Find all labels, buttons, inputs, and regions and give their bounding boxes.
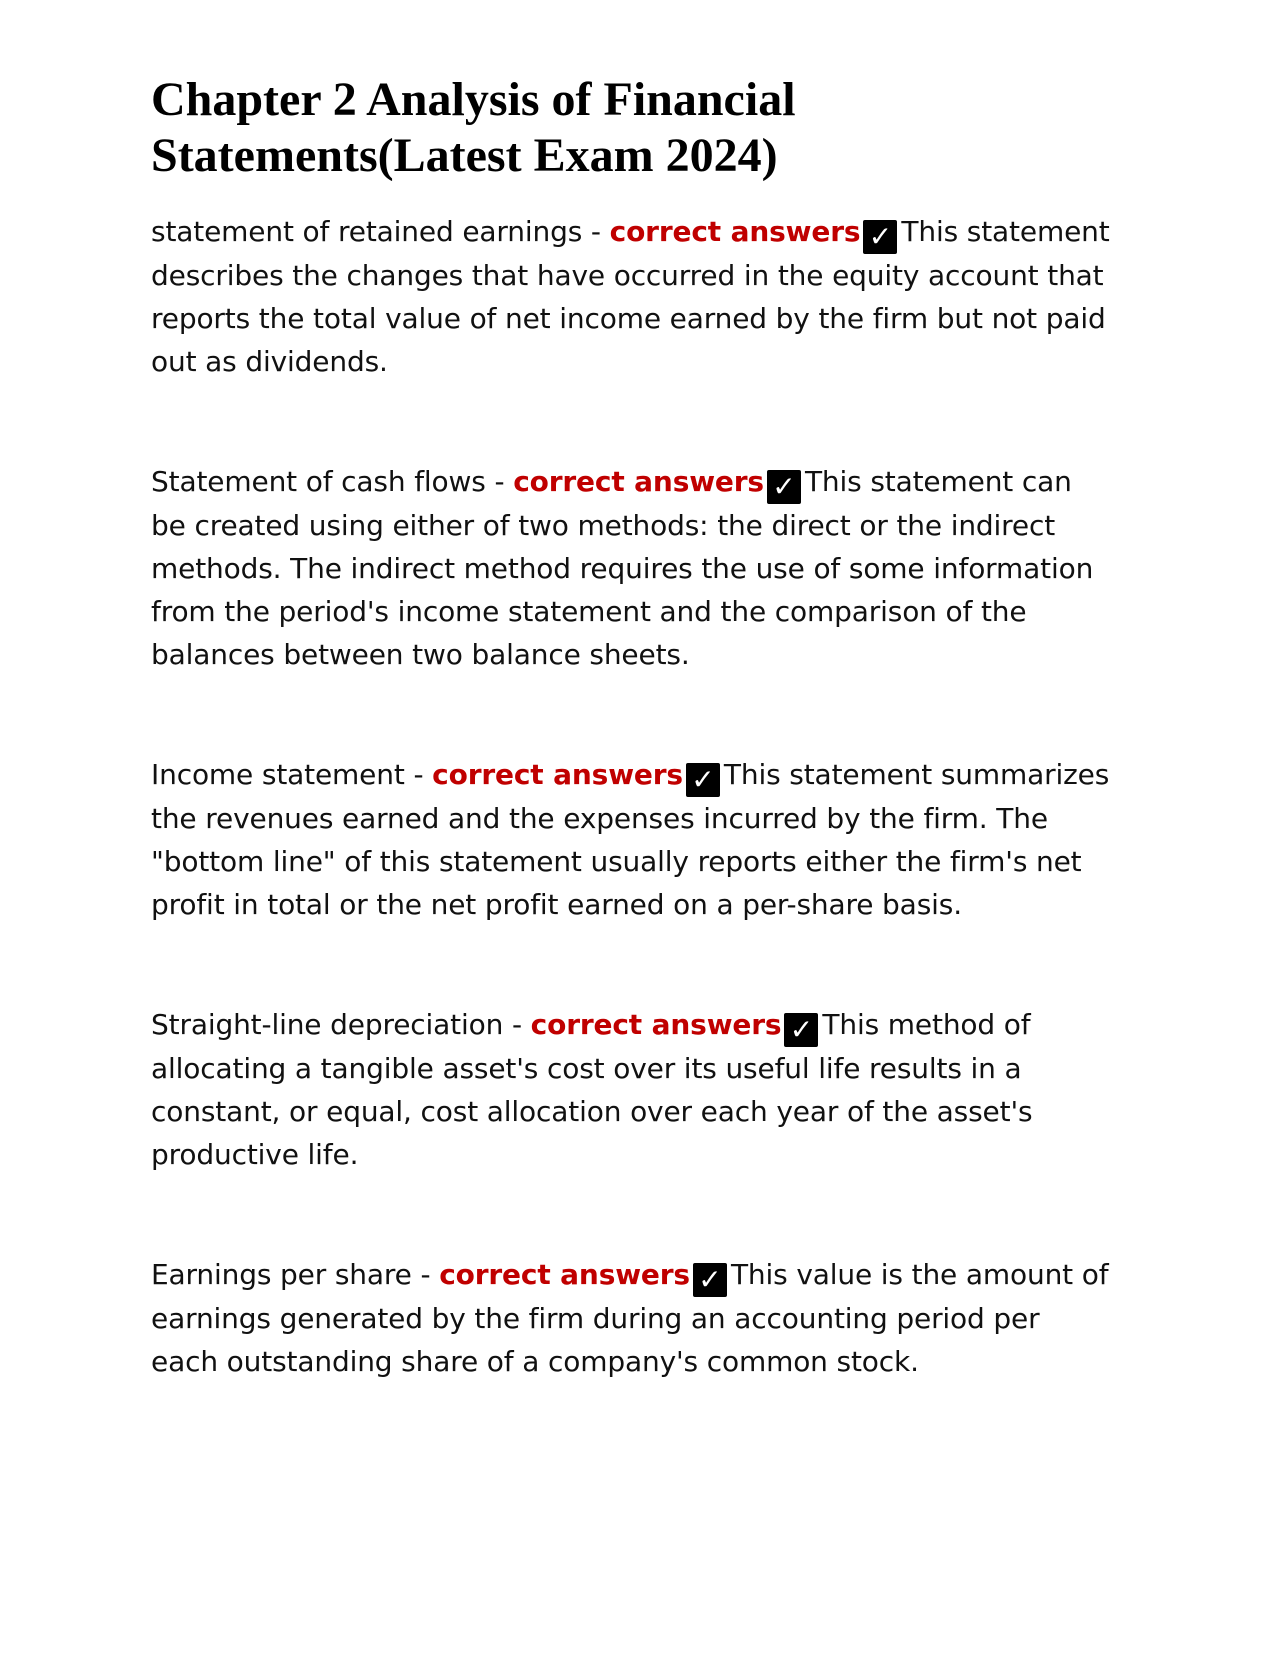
checkmark-icon: ✓: [767, 470, 801, 504]
entry-definition: This statement describes the changes that have occurred in the equity account that reports the total value of net income earned by the firm but not paid out as dividends.: [151, 215, 1110, 378]
checkmark-icon: ✓: [784, 1013, 818, 1047]
document-page: [151, 72, 1111, 1460]
entry-separator: -: [411, 1258, 440, 1291]
answer-label: correct answers: [513, 465, 764, 498]
qa-entry: [151, 210, 1111, 383]
entry-definition: This value is the amount of earnings generated by the firm during an accounting period per each outstanding share of a company's common stock.: [151, 1258, 1109, 1378]
document-title: Chapter 2 Analysis of Financial Statements(Latest Exam 2024): [151, 73, 796, 182]
answer-label: correct answers: [432, 758, 683, 791]
entry-definition: This statement can be created using either of two methods: the direct or the indirect methods. The indirect method requires the use of some information from the period's income statement and the comparison of the balances between two balance sheets.: [151, 465, 1094, 671]
checkmark-icon: ✓: [863, 220, 897, 254]
qa-entry: [151, 460, 1111, 676]
entry-separator: -: [485, 465, 514, 498]
entry-separator: -: [503, 1008, 531, 1041]
checkmark-icon: ✓: [693, 1263, 727, 1297]
entry-term: Income statement: [151, 758, 405, 791]
entry-term: Statement of cash flows: [151, 465, 486, 498]
answer-label: correct answers: [530, 1008, 782, 1041]
checkmark-icon: ✓: [686, 763, 720, 797]
answer-label: correct answers: [439, 1258, 690, 1291]
entry-separator: -: [404, 758, 433, 791]
entry-definition: This method of allocating a tangible asset's cost over its useful life results in a constant, or equal, cost allocation over each year of the asset's productive life.: [151, 1008, 1033, 1171]
entry-term: Earnings per share: [151, 1258, 412, 1291]
qa-entry: [151, 1253, 1111, 1383]
entry-separator: -: [582, 215, 610, 248]
answer-label: correct answers: [609, 215, 861, 248]
qa-entry: [151, 1003, 1111, 1176]
entry-definition: This statement summarizes the revenues earned and the expenses incurred by the firm. The "bottom line" of this statement usually reports either the firm's net profit in total or the net profit earned on a per-share basis.: [151, 758, 1110, 921]
entry-term: statement of retained earnings: [151, 215, 583, 248]
entry-term: Straight-line depreciation: [151, 1008, 504, 1041]
qa-entry: [151, 753, 1111, 926]
